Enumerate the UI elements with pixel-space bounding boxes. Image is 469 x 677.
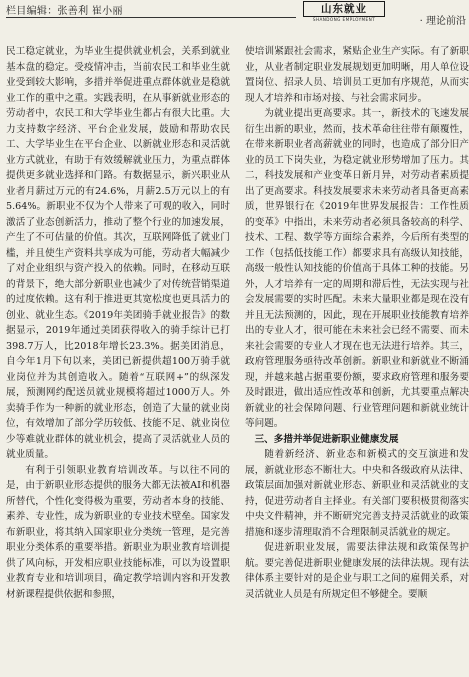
magazine-logo <box>303 1 385 21</box>
column-editor: 栏目编辑：张善利 崔小丽 <box>6 6 123 17</box>
logo-subtitle: SHANDONG EMPLOYMENT <box>312 17 376 22</box>
right-column <box>245 44 469 602</box>
paragraph: 民工稳定就业，为毕业生提供就业机会，关系到就业基本盘的稳定。受疫情冲击，当前农民工和毕业生就业受到较大影响，多措并举促进重点群体就业是稳就业工作的重中之重。实践表明，在从事新就业形态的劳动者中，农民工和大学毕业生都占有很大比重。大力支持数字经济、平台企业发展，鼓励和帮助农民工、大学毕业生在平台企业、以新就业形态和灵活就业方式就业，有助于有效缓解就业压力，为重点群体提供更多就业选择和门路。有数据显示，新兴职业从业者月薪过万元的有24.6%，月薪2.5万元以上的有5.64%。新职业不仅为个人带来了可观的收入，同时激活了业态创新活力，推动了整个行业的加速发展，产生了不可估量的价值。其次，互联网降低了就业门槛，并且使生产资料共享成为可能，劳动者大幅减少了对企业组织与资产投入的依赖。同时，在移动互联的背景下，绝大部分新职业也减少了对传统营销渠道的过度依赖。这有利于推进更其宽松度也更具活力的创业、就业生态。《2019年美团骑手就业报告》的数据显示，2019年通过美团获得收入的骑手综计已打398.7万人，比2018年增长23.3%。据美团消息，自今年1月下旬以来，美团已新提供超100万骑手就业岗位并为其创造收入。随着“互联网+”的纵深发展，预测网约配送员就业规模将超过1000万人。外卖骑手作为一种新的就业形态，创造了大量的就业岗位，有效增加了部分学历较低、技能不足、就业岗位少等难就业群体的就业机会，提高了灵活就业人员的就业质量。 <box>6 46 230 460</box>
paragraph: 有利于引领职业教育培训改革。与以往不同的是，由于新职业形态提供的服务大都无法被AI和机器所替代，个性化变得极为重要，劳动者本身的技能、素养、专业性，成为新职业的专业技术壁垒。国家发布新职业，将其纳入国家职业分类统一管理，是完善职业分类体系的重要举措。新职业为职业教育培训提供了风向标，开发相应职业技能标准，可以为设置职业教育专业和培训项目，确定教学培训内容和开发教材新课程提供依据和参照， <box>6 464 230 600</box>
paragraph: 促进新职业发展，需要法律法规和政策保驾护航。要完善促进新职业健康发展的法律法规。现有法律体系主要针对的是企业与职工之间的雇佣关系，对灵活就业人员是有所规定但不够健全。要顺 <box>245 542 469 600</box>
paragraph: 随着新经济、新业态和新模式的交互演进和发展，新就业形态不断壮大。中央和各级政府从法律、政策层面加强对新就业形态、新职业和灵活就业的支持，促进劳动者自主择业。有关部门要积极贯彻落实中央文件精神，并不断研究完善支持灵活就业的政策措施和逐步清理取消不合理限制灵活就业的规定。 <box>245 449 469 538</box>
section-title: · 理论前沿 <box>419 16 466 27</box>
section-heading: 三、多措并举促进新职业健康发展 <box>254 433 399 445</box>
header-rule <box>6 17 296 18</box>
logo-title: 山东就业 <box>303 1 385 17</box>
paragraph: 为就业提出更高要求。其一，新技术的飞速发展衍生出新的职业，然而，技术革命往往带有颠覆性，在带来新职业者高薪就业的同时，也造成了部分旧产业的员工下岗失业，为稳定就业形势增加了压力。其二，科技发展和产业变革日新月异，对劳动者素质提出了更高要求。科技发展要求未来劳动者具备更高素质，世界银行在《2019年世界发展报告：工作性质的变革》中指出，未来劳动者必须具备较高的科学、技术、工程、数学等方面综合素养，今后所有类型的工作（包括低技能工作）都要求具有高级认知技能，高级一般性认知技能的价值高于具体工种的技能。另外，人才培养有一定的周期和滞后性，无法实现与社会发展需要的实时匹配。未来大量职业都是现在没有并且无法预测的，因此，现在开展职业技能教育培养出的专业人才，很可能在未来社会已经不需要、而未来社会需要的专业人才现在也无法进行培养。其三，政府管理服务亟待改革创新。新职业和新就业不断涌现，并越来越占据重要份额，要求政府管理和服务要及时跟进，做出适应性改革和创新，尤其要重点解决新就业的社会保障问题、行业管理问题和新就业统计等问题。 <box>245 108 469 429</box>
left-column <box>6 44 230 602</box>
paragraph: 使培训紧跟社会需求，紧贴企业生产实际。有了新职业，从业者制定职业发展规划更加明晰，用人单位设置岗位、招录人员、培训员工更加有序规范，从而实现人才培养和市场对接、与社会需求同步。 <box>245 46 469 104</box>
page-header <box>0 0 469 30</box>
